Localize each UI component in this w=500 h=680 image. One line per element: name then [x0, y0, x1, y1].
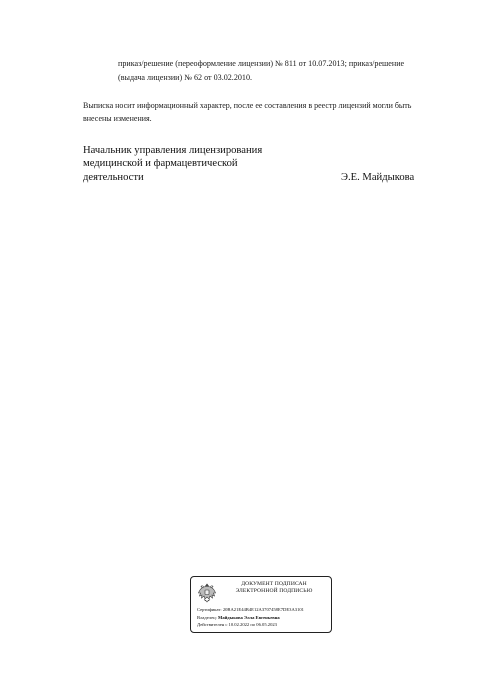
owner-value: Майдыкова Элла Евгеньевна: [218, 614, 280, 620]
notice-line-1: Выписка носит информационный характер, после ее составления в реестр лицензий могли быть: [83, 101, 412, 110]
signer-title-line-1: Начальник управления лицензирования: [83, 145, 263, 156]
valid-to-label: по: [250, 622, 256, 627]
certificate-label: Сертификат:: [197, 607, 222, 612]
order-line-2: (выдача лицензии) № 62 от 03.02.2010.: [118, 72, 253, 82]
valid-to: 06.05.2023: [256, 622, 277, 627]
stamp-title-line-2: ЭЛЕКТРОННОЙ ПОДПИСЬЮ: [235, 588, 313, 595]
valid-from: 10.02.2022: [228, 622, 250, 627]
validity-line: [197, 622, 277, 628]
certificate-value: 20BA21E44B4E12A3707458E7DE3A3101: [222, 607, 304, 612]
signer-position: [83, 144, 283, 184]
certificate-line: [197, 607, 304, 613]
signer-name: Э.Е. Майдыкова: [341, 171, 415, 183]
notice-line-2: внесены изменения.: [83, 113, 152, 123]
order-line-1: приказ/решение (переоформление лицензии) № 811 от 10.07.2013; приказ/решение: [118, 59, 405, 68]
stamp-title-line-1: ДОКУМЕНТ ПОДПИСАН: [241, 581, 307, 587]
owner-label: Владелец:: [197, 614, 217, 620]
license-order-text: [118, 57, 438, 84]
stamp-title: [221, 581, 327, 596]
signer-title-line-3: деятельности: [83, 171, 144, 183]
signer-title-line-2: медицинской и фармацевтической: [83, 158, 238, 170]
coat-of-arms-icon: [197, 582, 217, 604]
validity-label: Действителен с: [197, 622, 228, 627]
owner-line: [197, 615, 280, 621]
registry-notice: [83, 100, 443, 125]
electronic-signature-stamp: [190, 576, 332, 633]
